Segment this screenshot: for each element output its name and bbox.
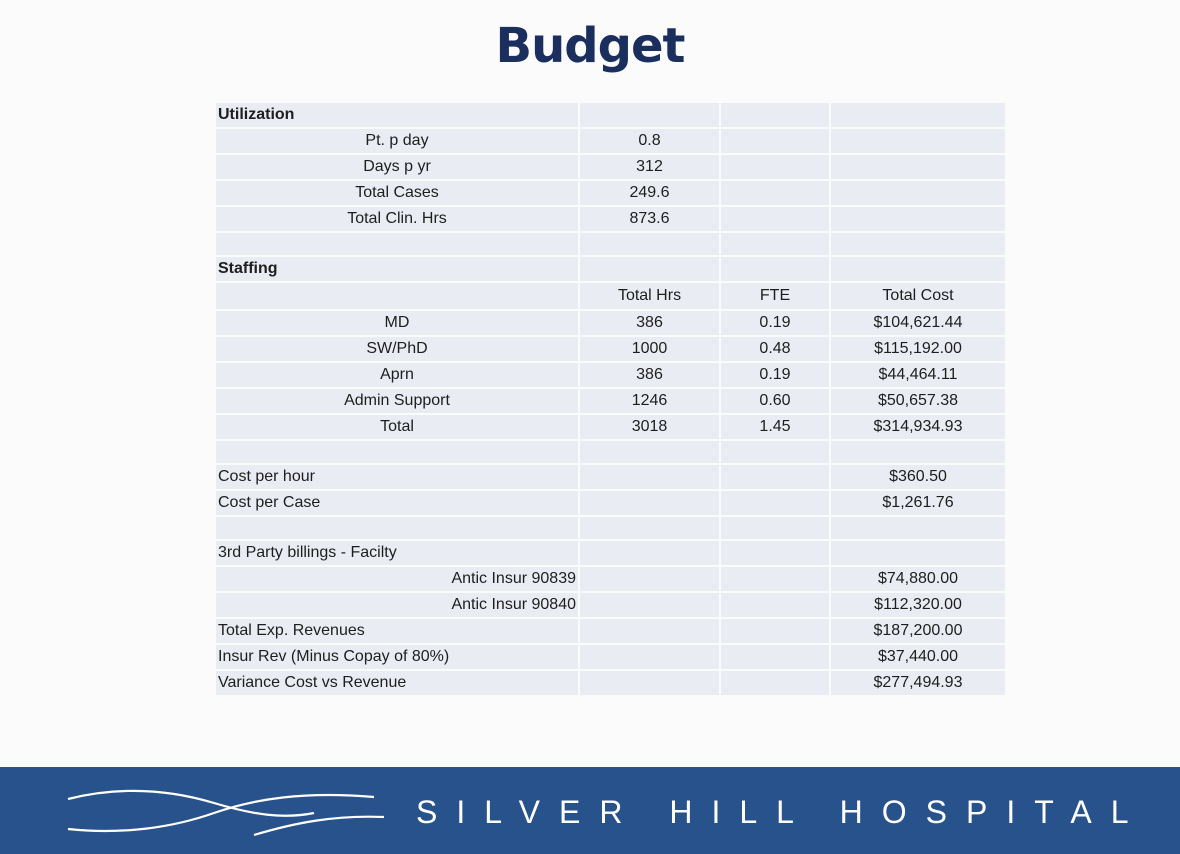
staff-cost: $104,621.44 [831,311,1005,337]
insurance-label: Antic Insur 90840 [216,593,580,619]
cost-value: $360.50 [831,465,1005,491]
staff-cost: $115,192.00 [831,337,1005,363]
column-header-total-cost: Total Cost [831,283,1005,311]
spacer-row [216,233,1005,257]
spacer-row [216,441,1005,465]
staff-fte: 1.45 [721,415,831,441]
table-row [216,645,1005,671]
staff-hrs: 1000 [580,337,721,363]
column-header-fte: FTE [721,283,831,311]
table-row [216,465,1005,491]
table-row [216,155,1005,181]
staff-role: Aprn [216,363,580,389]
row-label: Days p yr [216,155,580,181]
row-value: 873.6 [580,207,721,233]
table-row [216,129,1005,155]
total-label: Total Exp. Revenues [216,619,580,645]
total-value: $277,494.93 [831,671,1005,697]
staff-hrs: 3018 [580,415,721,441]
staff-cost: $44,464.11 [831,363,1005,389]
page-title: Budget [495,18,685,74]
staff-cost: $50,657.38 [831,389,1005,415]
insurance-value: $112,320.00 [831,593,1005,619]
cost-label: Cost per hour [216,465,580,491]
staffing-column-headers [216,283,1005,311]
staff-fte: 0.19 [721,311,831,337]
column-header-total-hrs: Total Hrs [580,283,721,311]
budget-table [216,103,1005,697]
staff-fte: 0.60 [721,389,831,415]
spacer-row [216,517,1005,541]
table-row [216,593,1005,619]
hospital-name: SILVER HILL HOSPITAL [416,794,1148,830]
row-value: 0.8 [580,129,721,155]
total-label: Variance Cost vs Revenue [216,671,580,697]
staff-fte: 0.48 [721,337,831,363]
table-row [216,311,1005,337]
cost-value: $1,261.76 [831,491,1005,517]
total-value: $187,200.00 [831,619,1005,645]
row-value: 312 [580,155,721,181]
utilization-heading: Utilization [216,103,580,129]
staff-role: Admin Support [216,389,580,415]
billing-header-row [216,541,1005,567]
row-label: Total Cases [216,181,580,207]
staff-role: MD [216,311,580,337]
table-row [216,567,1005,593]
table-row [216,491,1005,517]
table-row [216,181,1005,207]
staff-role: Total [216,415,580,441]
total-value: $37,440.00 [831,645,1005,671]
table-row [216,389,1005,415]
row-label: Total Clin. Hrs [216,207,580,233]
row-label: Pt. p day [216,129,580,155]
billing-heading: 3rd Party billings - Facilty [216,541,580,567]
footer-banner [0,767,1180,854]
staffing-heading: Staffing [216,257,580,283]
table-row [216,415,1005,441]
table-row [216,337,1005,363]
staff-fte: 0.19 [721,363,831,389]
staff-hrs: 386 [580,311,721,337]
staff-role: SW/PhD [216,337,580,363]
table-row [216,619,1005,645]
row-value: 249.6 [580,181,721,207]
wave-lines-icon [64,789,394,837]
table-row [216,207,1005,233]
staff-cost: $314,934.93 [831,415,1005,441]
insurance-value: $74,880.00 [831,567,1005,593]
staff-hrs: 1246 [580,389,721,415]
total-label: Insur Rev (Minus Copay of 80%) [216,645,580,671]
table-row [216,671,1005,697]
cost-label: Cost per Case [216,491,580,517]
staff-hrs: 386 [580,363,721,389]
staffing-header-row [216,257,1005,283]
insurance-label: Antic Insur 90839 [216,567,580,593]
table-row [216,363,1005,389]
utilization-header-row [216,103,1005,129]
